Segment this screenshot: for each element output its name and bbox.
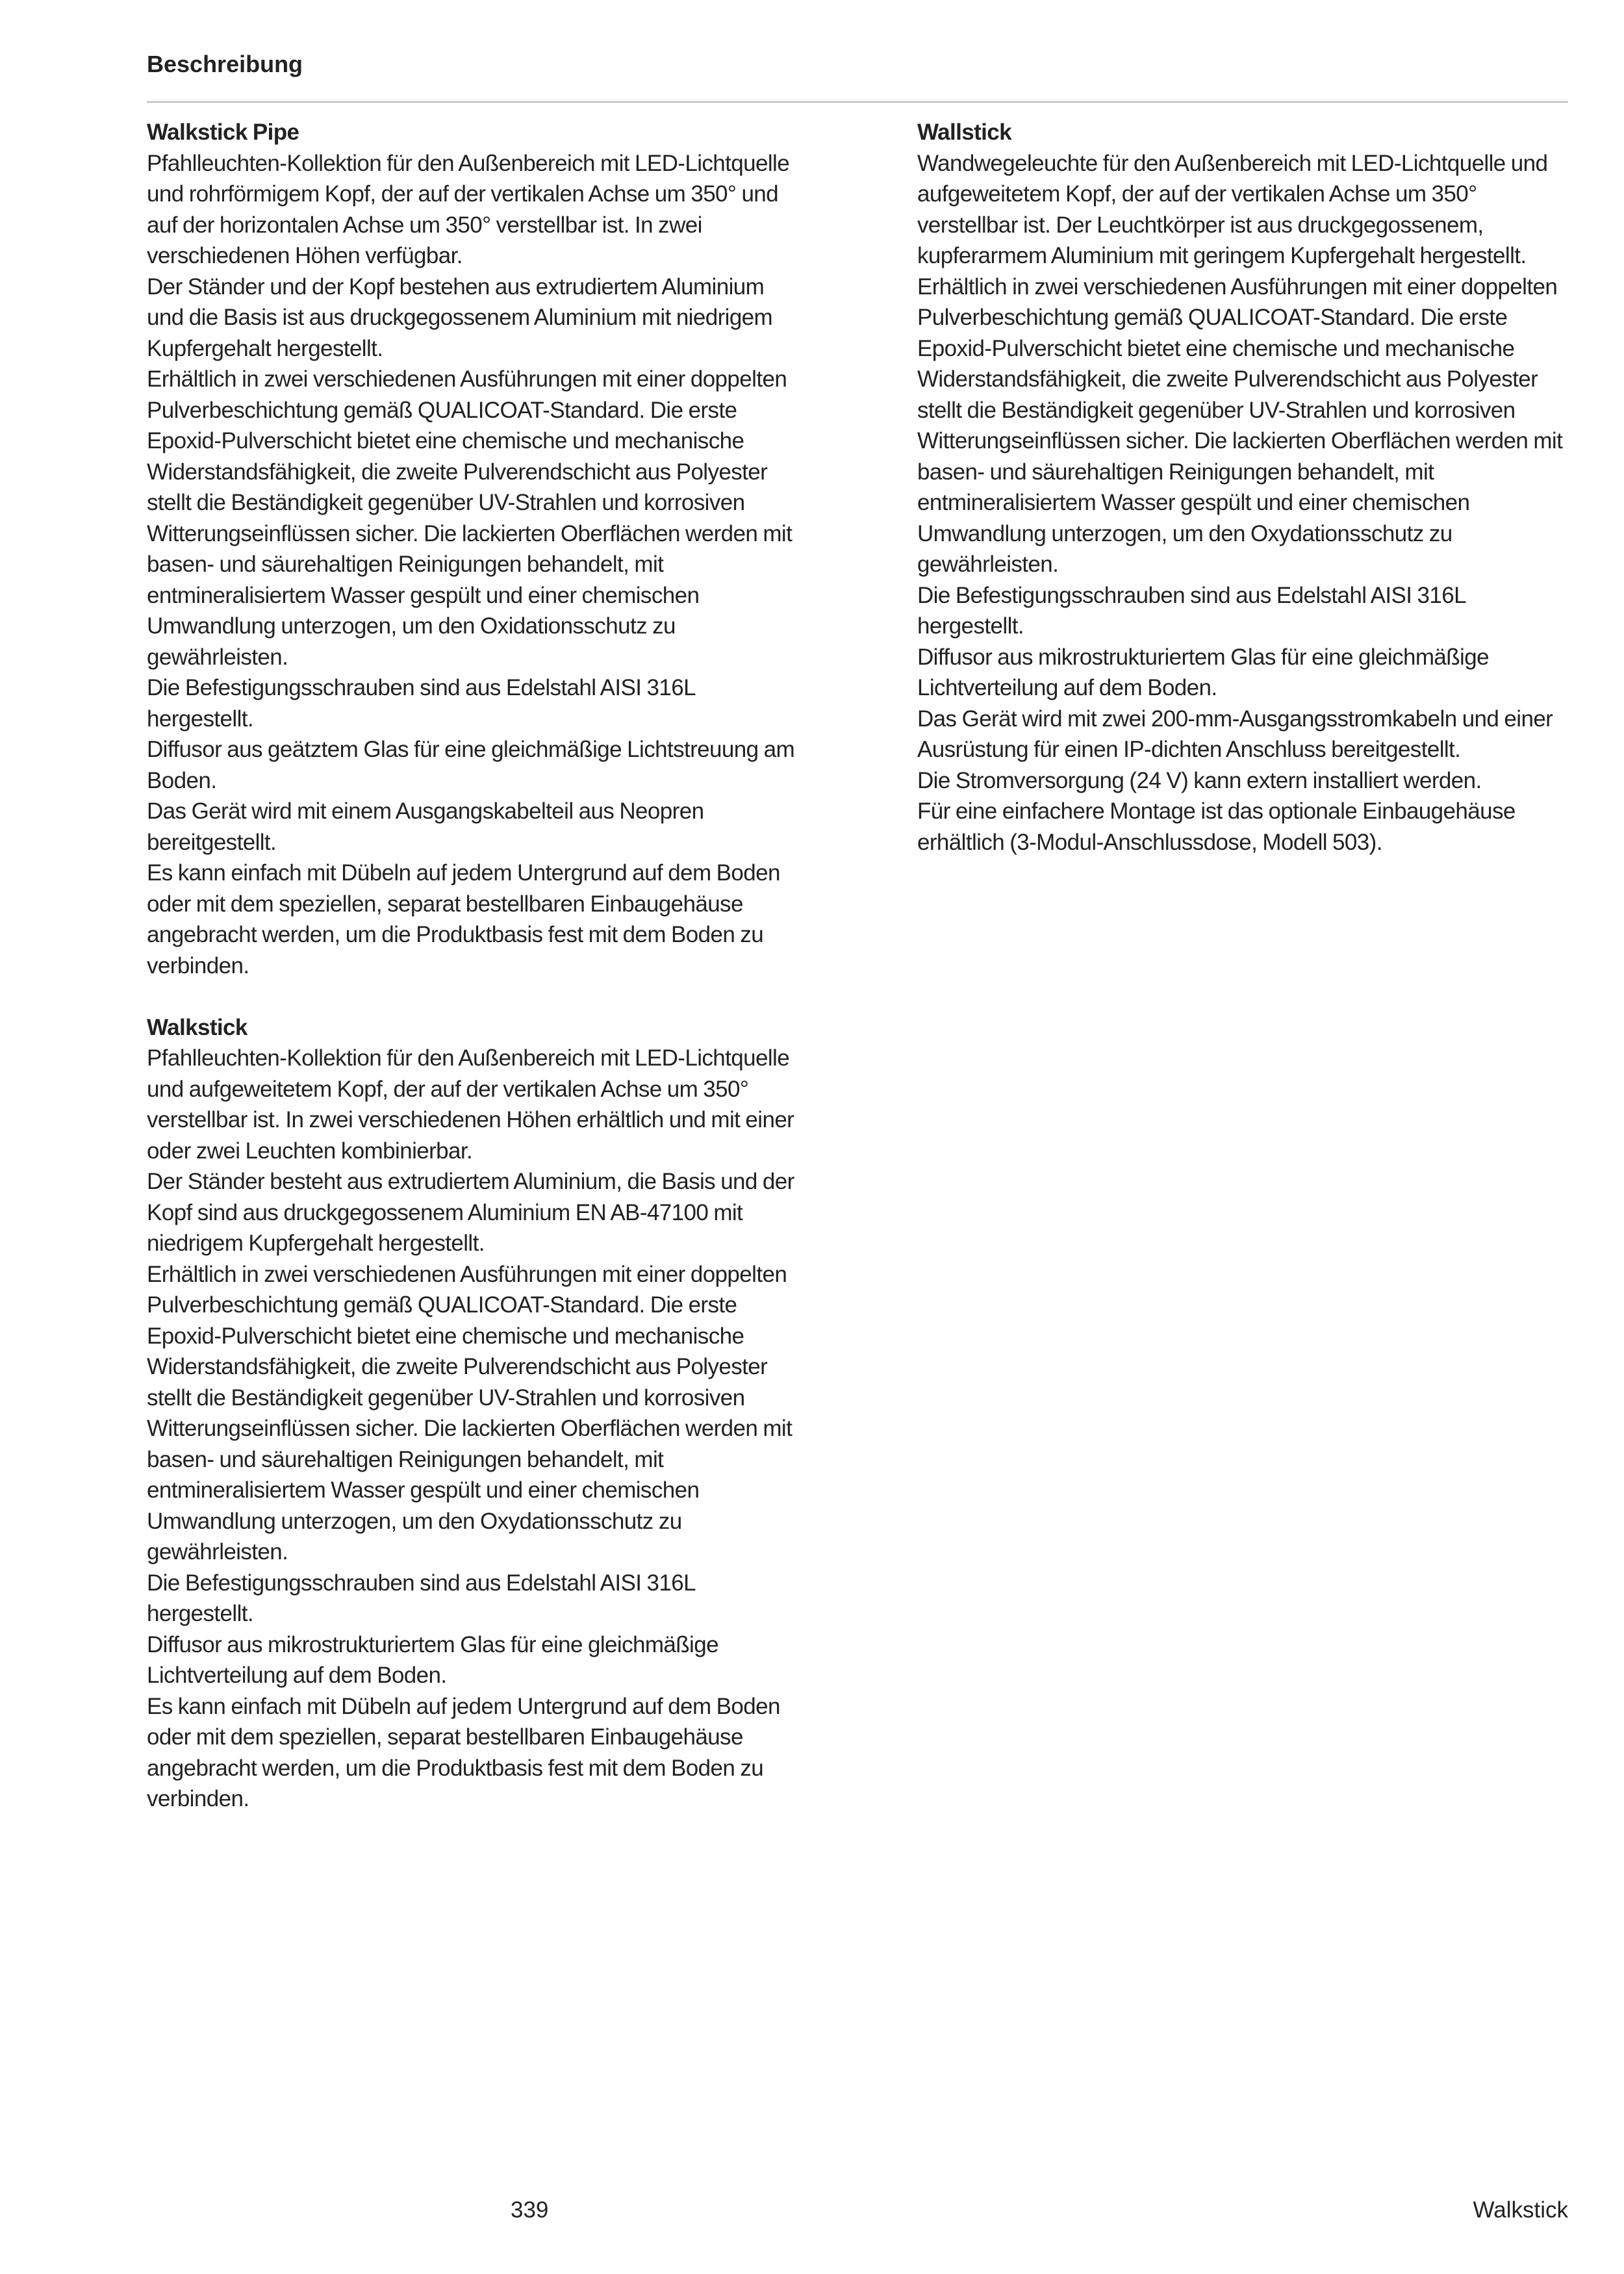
- paragraph: Es kann einfach mit Dübeln auf jedem Untergrund auf dem Boden oder mit dem speziellen, separat bestellbaren Einbaugehäuse angebracht werden, um die Produktbasis fest mit dem Boden zu verbinden.: [147, 860, 780, 978]
- paragraph: Erhältlich in zwei verschiedenen Ausführungen mit einer doppelten Pulverbeschichtung gemäß QUALICOAT-Standard. Die erste Epoxid-Pulverschicht bietet eine chemische und mechanische Widerstandsfähigkeit, die zweite Pulverendschicht aus Polyester stellt die Beständigkeit gegenüber UV-Strahlen und korrosiven Witterungseinflüssen sicher. Die lackierten Oberflächen werden mit basen- und säurehaltigen Reinigungen behandelt, mit entmineralisiertem Wasser gespült und einer chemischen Umwandlung unterzogen, um den Oxydationsschutz zu gewährleisten.: [917, 274, 1563, 577]
- page-heading: Beschreibung: [147, 51, 303, 77]
- section-title: Wallstick: [917, 120, 1012, 145]
- paragraph: Die Befestigungsschrauben sind aus Edelstahl AISI 316L hergestellt.: [147, 675, 695, 732]
- paragraph: Erhältlich in zwei verschiedenen Ausführungen mit einer doppelten Pulverbeschichtung gemäß QUALICOAT-Standard. Die erste Epoxid-Pulverschicht bietet eine chemische und mechanische Widerstandsfähigkeit, die zweite Pulverendschicht aus Polyester stellt die Beständigkeit gegenüber UV-Strahlen und korrosiven Witterungseinflüssen sicher. Die lackierten Oberflächen werden mit basen- und säurehaltigen Reinigungen behandelt, mit entmineralisiertem Wasser gespült und einer chemischen Umwandlung unterzogen, um den Oxidationsschutz zu gewährleisten.: [147, 366, 793, 670]
- paragraph: Für eine einfachere Montage ist das optionale Einbaugehäuse erhältlich (3-Modul-Anschlussdose, Modell 503).: [917, 798, 1516, 855]
- paragraph: Die Stromversorgung (24 V) kann extern installiert werden.: [917, 767, 1482, 793]
- page-number: 339: [511, 2197, 549, 2223]
- paragraph: Pfahlleuchten-Kollektion für den Außenbereich mit LED-Lichtquelle und aufgeweitetem Kopf, der auf der vertikalen Achse um 350° verstellbar ist. In zwei verschiedenen Höhen erhältlich und mit einer oder zwei Leuchten kombinierbar.: [147, 1045, 794, 1164]
- left-column: [147, 117, 803, 1815]
- section-walkstick-pipe: [147, 117, 803, 981]
- paragraph: Das Gerät wird mit zwei 200-mm-Ausgangsstromkabeln und einer Ausrüstung für einen IP-dichten Anschluss bereitgestellt.: [917, 706, 1553, 762]
- section-title: Walkstick: [147, 1014, 247, 1040]
- paragraph: Der Ständer besteht aus extrudiertem Aluminium, die Basis und der Kopf sind aus druckgegossenem Aluminium EN AB-47100 mit niedrigem Kupfergehalt hergestellt.: [147, 1169, 794, 1256]
- paragraph: Die Befestigungsschrauben sind aus Edelstahl AISI 316L hergestellt.: [917, 582, 1465, 639]
- paragraph: Wandwegeleuchte für den Außenbereich mit LED-Lichtquelle und aufgeweitetem Kopf, der auf der vertikalen Achse um 350° verstellbar ist. Der Leuchtkörper ist aus druckgegossenem, kupferarmem Aluminium mit geringem Kupfergehalt hergestellt.: [917, 150, 1548, 268]
- paragraph: Diffusor aus geätztem Glas für eine gleichmäßige Lichtstreuung am Boden.: [147, 737, 795, 793]
- paragraph: Die Befestigungsschrauben sind aus Edelstahl AISI 316L hergestellt.: [147, 1570, 695, 1626]
- paragraph: Diffusor aus mikrostrukturiertem Glas für eine gleichmäßige Lichtverteilung auf dem Boden.: [917, 644, 1489, 700]
- section-wallstick: [917, 117, 1573, 858]
- paragraph: Der Ständer und der Kopf bestehen aus extrudiertem Aluminium und die Basis ist aus druckgegossenem Aluminium mit niedrigem Kupfergehalt hergestellt.: [147, 274, 773, 361]
- header-divider: [147, 101, 1568, 103]
- paragraph: Diffusor aus mikrostrukturiertem Glas für eine gleichmäßige Lichtverteilung auf dem Boden.: [147, 1631, 718, 1688]
- section-walkstick: [147, 1012, 803, 1815]
- paragraph: Pfahlleuchten-Kollektion für den Außenbereich mit LED-Lichtquelle und rohrförmigem Kopf, der auf der vertikalen Achse um 350° und auf der horizontalen Achse um 350° verstellbar ist. In zwei verschiedenen Höhen verfügbar.: [147, 150, 790, 268]
- paragraph: Es kann einfach mit Dübeln auf jedem Untergrund auf dem Boden oder mit dem speziellen, separat bestellbaren Einbaugehäuse angebracht werden, um die Produktbasis fest mit dem Boden zu verbinden.: [147, 1693, 780, 1811]
- paragraph: Erhältlich in zwei verschiedenen Ausführungen mit einer doppelten Pulverbeschichtung gemäß QUALICOAT-Standard. Die erste Epoxid-Pulverschicht bietet eine chemische und mechanische Widerstandsfähigkeit, die zweite Pulverendschicht aus Polyester stellt die Beständigkeit gegenüber UV-Strahlen und korrosiven Witterungseinflüssen sicher. Die lackierten Oberflächen werden mit basen- und säurehaltigen Reinigungen behandelt, mit entmineralisiertem Wasser gespült und einer chemischen Umwandlung unterzogen, um den Oxydationsschutz zu gewährleisten.: [147, 1261, 793, 1565]
- running-title: Walkstick: [1473, 2197, 1568, 2223]
- paragraph: Das Gerät wird mit einem Ausgangskabelteil aus Neopren bereitgestellt.: [147, 798, 704, 855]
- right-column: [917, 117, 1573, 858]
- section-title: Walkstick Pipe: [147, 120, 299, 145]
